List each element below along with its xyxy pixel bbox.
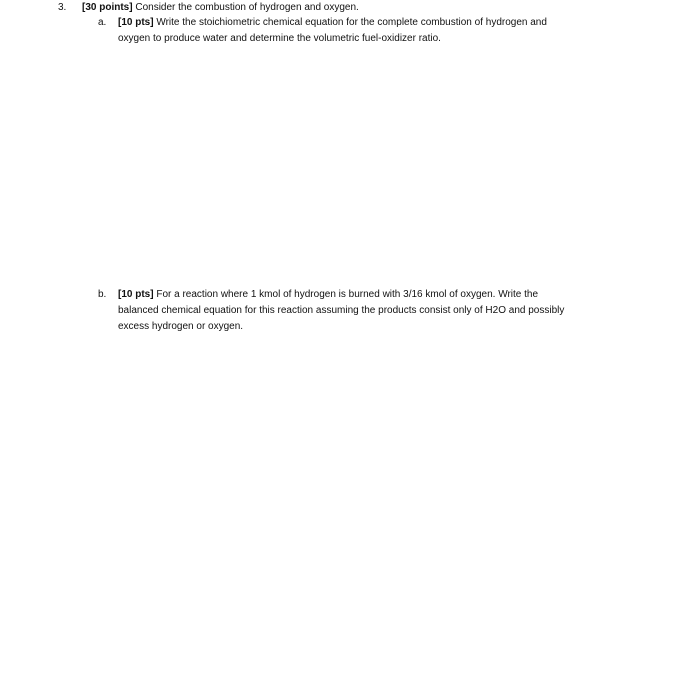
part-b-letter: b.	[98, 289, 107, 300]
part-a-text-1: Write the stoichiometric chemical equation for the complete combustion of hydrogen and	[156, 17, 547, 28]
question-3-header	[58, 0, 658, 16]
part-a-letter: a.	[98, 17, 107, 28]
part-a-points: [10 pts]	[118, 17, 154, 28]
part-b-line-1	[118, 287, 638, 303]
part-b-text-3: excess hydrogen or oxygen.	[118, 321, 244, 332]
question-number: 3.	[58, 2, 67, 13]
part-a	[98, 15, 638, 47]
part-b-text-2: balanced chemical equation for this reaction assuming the products consist only of H2O and possibly	[118, 305, 565, 316]
question-points: [30 points]	[82, 2, 133, 13]
part-b	[98, 287, 638, 335]
part-b-text-1: For a reaction where 1 kmol of hydrogen is burned with 3/16 kmol of oxygen. Write the	[156, 289, 539, 300]
part-b-points: [10 pts]	[118, 289, 154, 300]
part-a-text-2: oxygen to produce water and determine the volumetric fuel-oxidizer ratio.	[118, 33, 441, 44]
part-a-line-1	[118, 15, 638, 31]
question-prompt: Consider the combustion of hydrogen and oxygen.	[135, 2, 359, 13]
